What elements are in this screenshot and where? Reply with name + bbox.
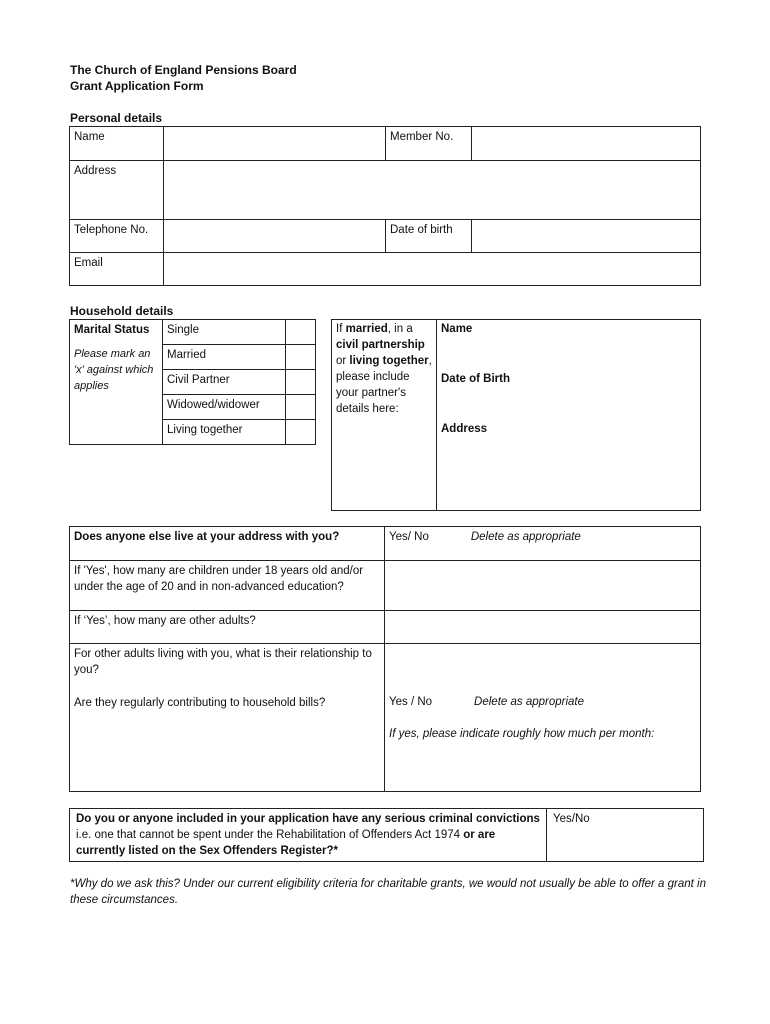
marital-checkbox-widowed[interactable] [286,395,316,420]
name-label: Name [70,127,164,161]
bills-question: Are they regularly contributing to household bills? [74,697,326,709]
email-field[interactable] [164,253,701,286]
marital-option-single: Single [163,320,286,345]
adults-question: If ‘Yes’, how many are other adults? [70,611,385,644]
address-field[interactable] [164,161,701,220]
footnote: *Why do we ask this? Under our current eligibility criteria for charitable grants, we would not usually be able to offer a grant in these circumstances. [70,878,707,906]
marital-checkbox-living-together[interactable] [286,420,316,445]
marital-checkbox-civil-partner[interactable] [286,370,316,395]
address-label: Address [70,161,164,220]
delete-note: Delete as appropriate [470,531,581,543]
organisation-name: The Church of England Pensions Board [70,63,297,77]
relationship-cell [70,644,385,792]
household-details-heading: Household details [70,304,174,318]
personal-details-heading: Personal details [70,111,163,125]
telephone-label: Telephone No. [70,220,164,253]
partner-instruction: If married, in a civil partnership or living together, please include your partner's details here: [332,320,437,511]
marital-status-cell [70,320,163,445]
adults-count-field[interactable] [385,611,701,644]
marital-option-living-together: Living together [163,420,286,445]
personal-details-table [69,126,701,286]
marital-status-table [69,319,316,445]
marital-option-widowed: Widowed/widower [163,395,286,420]
partner-fields-cell[interactable] [437,320,701,511]
others-yes-no: Yes/ No [389,531,429,543]
form-title: Grant Application Form [70,79,204,93]
partner-details-table [331,319,701,511]
name-field[interactable] [164,127,386,161]
children-question: If 'Yes', how many are children under 18 years old and/or under the age of 20 and in non-advanced education? [70,561,385,611]
bills-yes-no: Yes / No [389,696,433,708]
member-no-field[interactable] [472,127,701,161]
criminal-table [69,808,704,862]
others-living-question: Does anyone else live at your address with you? [70,527,385,561]
marital-status-label: Marital Status [74,324,150,336]
criminal-answer[interactable]: Yes/No [547,809,704,862]
marital-instruction: Please mark an 'x' against which applies [74,348,154,392]
date-of-birth-field[interactable] [472,220,701,253]
marital-checkbox-single[interactable] [286,320,316,345]
children-count-field[interactable] [385,561,701,611]
relationship-answer-cell[interactable] [385,644,701,792]
criminal-question: Do you or anyone included in your application have any serious criminal convictions i.e. one that cannot be spent under the Rehabilitation of Offenders Act 1974 or are currently listed on the Sex Offenders Register?* [70,809,547,862]
others-living-answer[interactable] [385,527,701,561]
email-label: Email [70,253,164,286]
telephone-field[interactable] [164,220,386,253]
marital-checkbox-married[interactable] [286,345,316,370]
partner-dob-label: Date of Birth [441,373,510,385]
bills-amount-note: If yes, please indicate roughly how much per month: [389,728,655,740]
bills-delete-note: Delete as appropriate [474,696,585,708]
marital-option-civil-partner: Civil Partner [163,370,286,395]
marital-option-married: Married [163,345,286,370]
relationship-question: For other adults living with you, what is their relationship to you? [74,648,372,676]
member-no-label: Member No. [386,127,472,161]
partner-name-label: Name [441,323,473,335]
date-of-birth-label: Date of birth [386,220,472,253]
partner-address-label: Address [441,423,488,435]
occupants-table [69,526,701,792]
